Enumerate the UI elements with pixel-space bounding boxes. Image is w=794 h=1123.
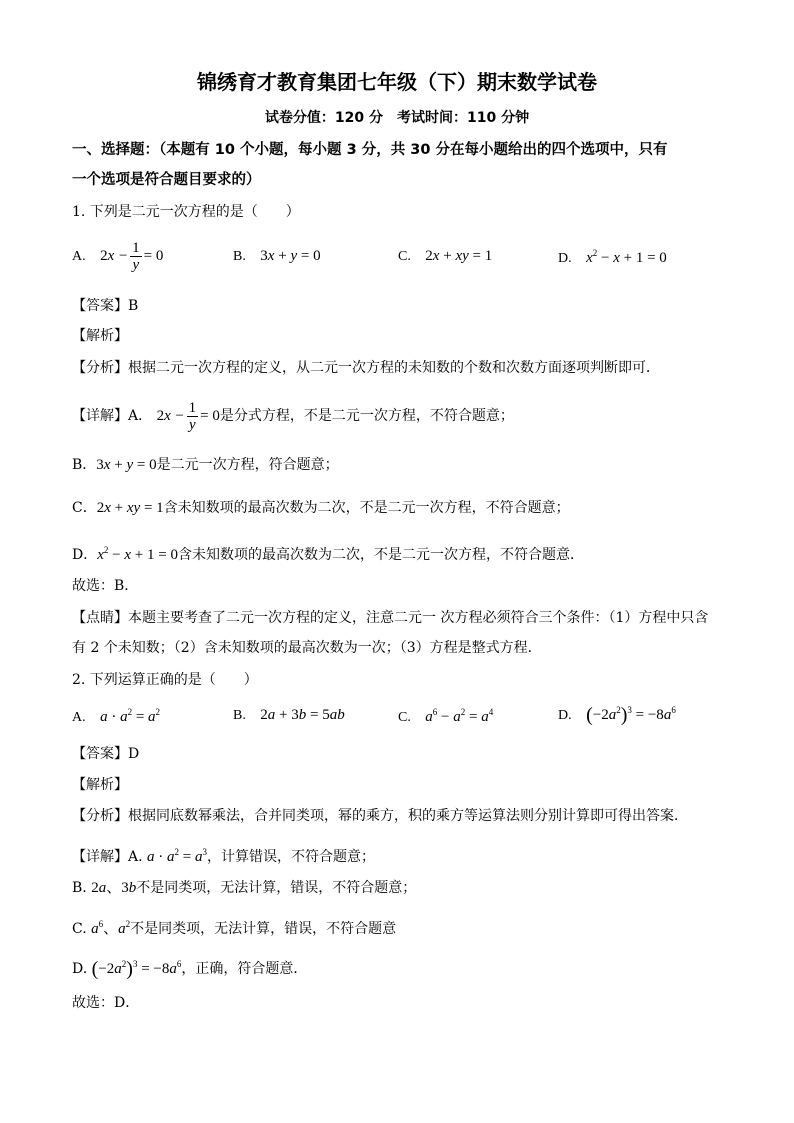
q1-detail-a: 【详解】A． 2x − $\frac{1}{y}$ = 0是分式方程，不是二元一次方程，不符合题意； xyxy=(72,400,514,433)
q2-detail-c: C. $a^6$、$a^2$不是同类项，无法计算，错误，不符合题意 xyxy=(72,919,397,937)
option-label: A. xyxy=(72,710,86,725)
formula: 2x + xy = 1 xyxy=(96,500,164,516)
q1-detail-d: D．$x^2 - x + 1 = 0$含未知数项的最高次数为二次，不是二元一次方程，不符合题意． xyxy=(72,545,584,563)
q1-detail-b: B．3x + y = 0是二元一次方程，符合题意； xyxy=(72,457,339,473)
q2-analysis-label: 【解析】 xyxy=(72,777,128,793)
q1-option-d xyxy=(558,248,667,267)
formula: $a \cdot a^2 = a^2$ xyxy=(100,707,161,725)
formula: 2a、3b xyxy=(91,880,137,896)
formula: 2a + 3b = 5ab xyxy=(260,707,345,723)
q2-option-c xyxy=(398,707,493,726)
option-label: C. xyxy=(398,710,411,725)
q2-stem: 2. 下列运算正确的是（ ） xyxy=(72,672,258,688)
formula: $x^2 - x + 1 = 0$ xyxy=(586,248,667,266)
q1-choice: 故选：B． xyxy=(72,578,139,594)
q1-option-c xyxy=(398,248,492,265)
formula: 2x + xy = 1 xyxy=(425,248,493,264)
option-label: B. xyxy=(233,249,246,264)
q2-detail-b: B. 2a、3b不是同类项，无法计算，错误，不符合题意； xyxy=(72,880,417,896)
q2-analysis-text: 【分析】根据同底数幂乘法，合并同类项，幂的乘方，积的乘方等运算法则分别计算即可得出答案． xyxy=(72,808,688,824)
option-label: D. xyxy=(558,251,572,266)
option-label: C. xyxy=(398,249,411,264)
formula: 2x − $\frac{1}{y}$ = 0 xyxy=(100,240,164,273)
formula: $a^6 - a^2 = a^4$ xyxy=(425,707,494,725)
q1-answer: 【答案】B xyxy=(72,298,139,314)
q1-point-line1: 【点睛】本题主要考查了二元一次方程的定义，注意二元一 次方程必须符合三个条件：（1）方程中只含 xyxy=(72,610,709,626)
formula: $x^2 - x + 1 = 0$ xyxy=(97,545,178,563)
q1-option-a xyxy=(72,240,163,273)
option-label: D. xyxy=(558,708,572,723)
q2-choice: 故选：D． xyxy=(72,995,140,1011)
q1-analysis-text: 【分析】根据二元一次方程的定义，从二元一次方程的未知数的个数和次数方面逐项判断即可． xyxy=(72,360,660,376)
section-heading-line1: 一、选择题：（本题有 10 个小题，每小题 3 分，共 30 分在每小题给出的四个选项中，只有 xyxy=(72,142,668,158)
q2-option-d xyxy=(558,704,676,727)
q2-detail-d: D. $(-2a^2)^3 = -8a^6$，正确，符合题意． xyxy=(72,958,308,980)
q2-answer: 【答案】D xyxy=(72,746,140,762)
formula: $(-2a^2)^3 = -8a^6$ xyxy=(91,958,182,980)
q1-detail-c: C．2x + xy = 1含未知数项的最高次数为二次，不是二元一次方程，不符合题意； xyxy=(72,500,570,516)
q1-option-b xyxy=(233,248,321,265)
formula: 3x + y = 0 xyxy=(260,248,321,264)
q1-point-line2: 有 2 个未知数；（2）含未知数项的最高次数为一次；（3）方程是整式方程． xyxy=(72,640,542,656)
section-heading-line2: 一个选项是符合题目要求的） xyxy=(72,172,261,188)
page-title: 锦绣育才教育集团七年级（下）期末数学试卷 xyxy=(197,70,597,94)
q1-stem: 1. 下列是二元一次方程的是（ ） xyxy=(72,204,300,220)
formula: 3x + y = 0 xyxy=(96,457,157,473)
q2-option-b xyxy=(233,707,345,724)
option-label: B. xyxy=(233,708,246,723)
q2-detail-a: 【详解】A. $a \cdot a^2 = a^3$，计算错误，不符合题意； xyxy=(72,847,375,865)
q2-option-a xyxy=(72,707,160,726)
q1-analysis-label: 【解析】 xyxy=(72,328,128,344)
formula: $a \cdot a^2 = a^3$ xyxy=(147,847,207,865)
formula: $(-2a^2)^3 = -8a^6$ xyxy=(586,704,676,726)
formula: 2x − $\frac{1}{y}$ = 0 xyxy=(156,400,220,433)
exam-info: 试卷分值：120 分 考试时间：110 分钟 xyxy=(264,110,530,126)
option-label: A. xyxy=(72,248,86,264)
formula: $a^6$、$a^2$ xyxy=(91,919,131,937)
